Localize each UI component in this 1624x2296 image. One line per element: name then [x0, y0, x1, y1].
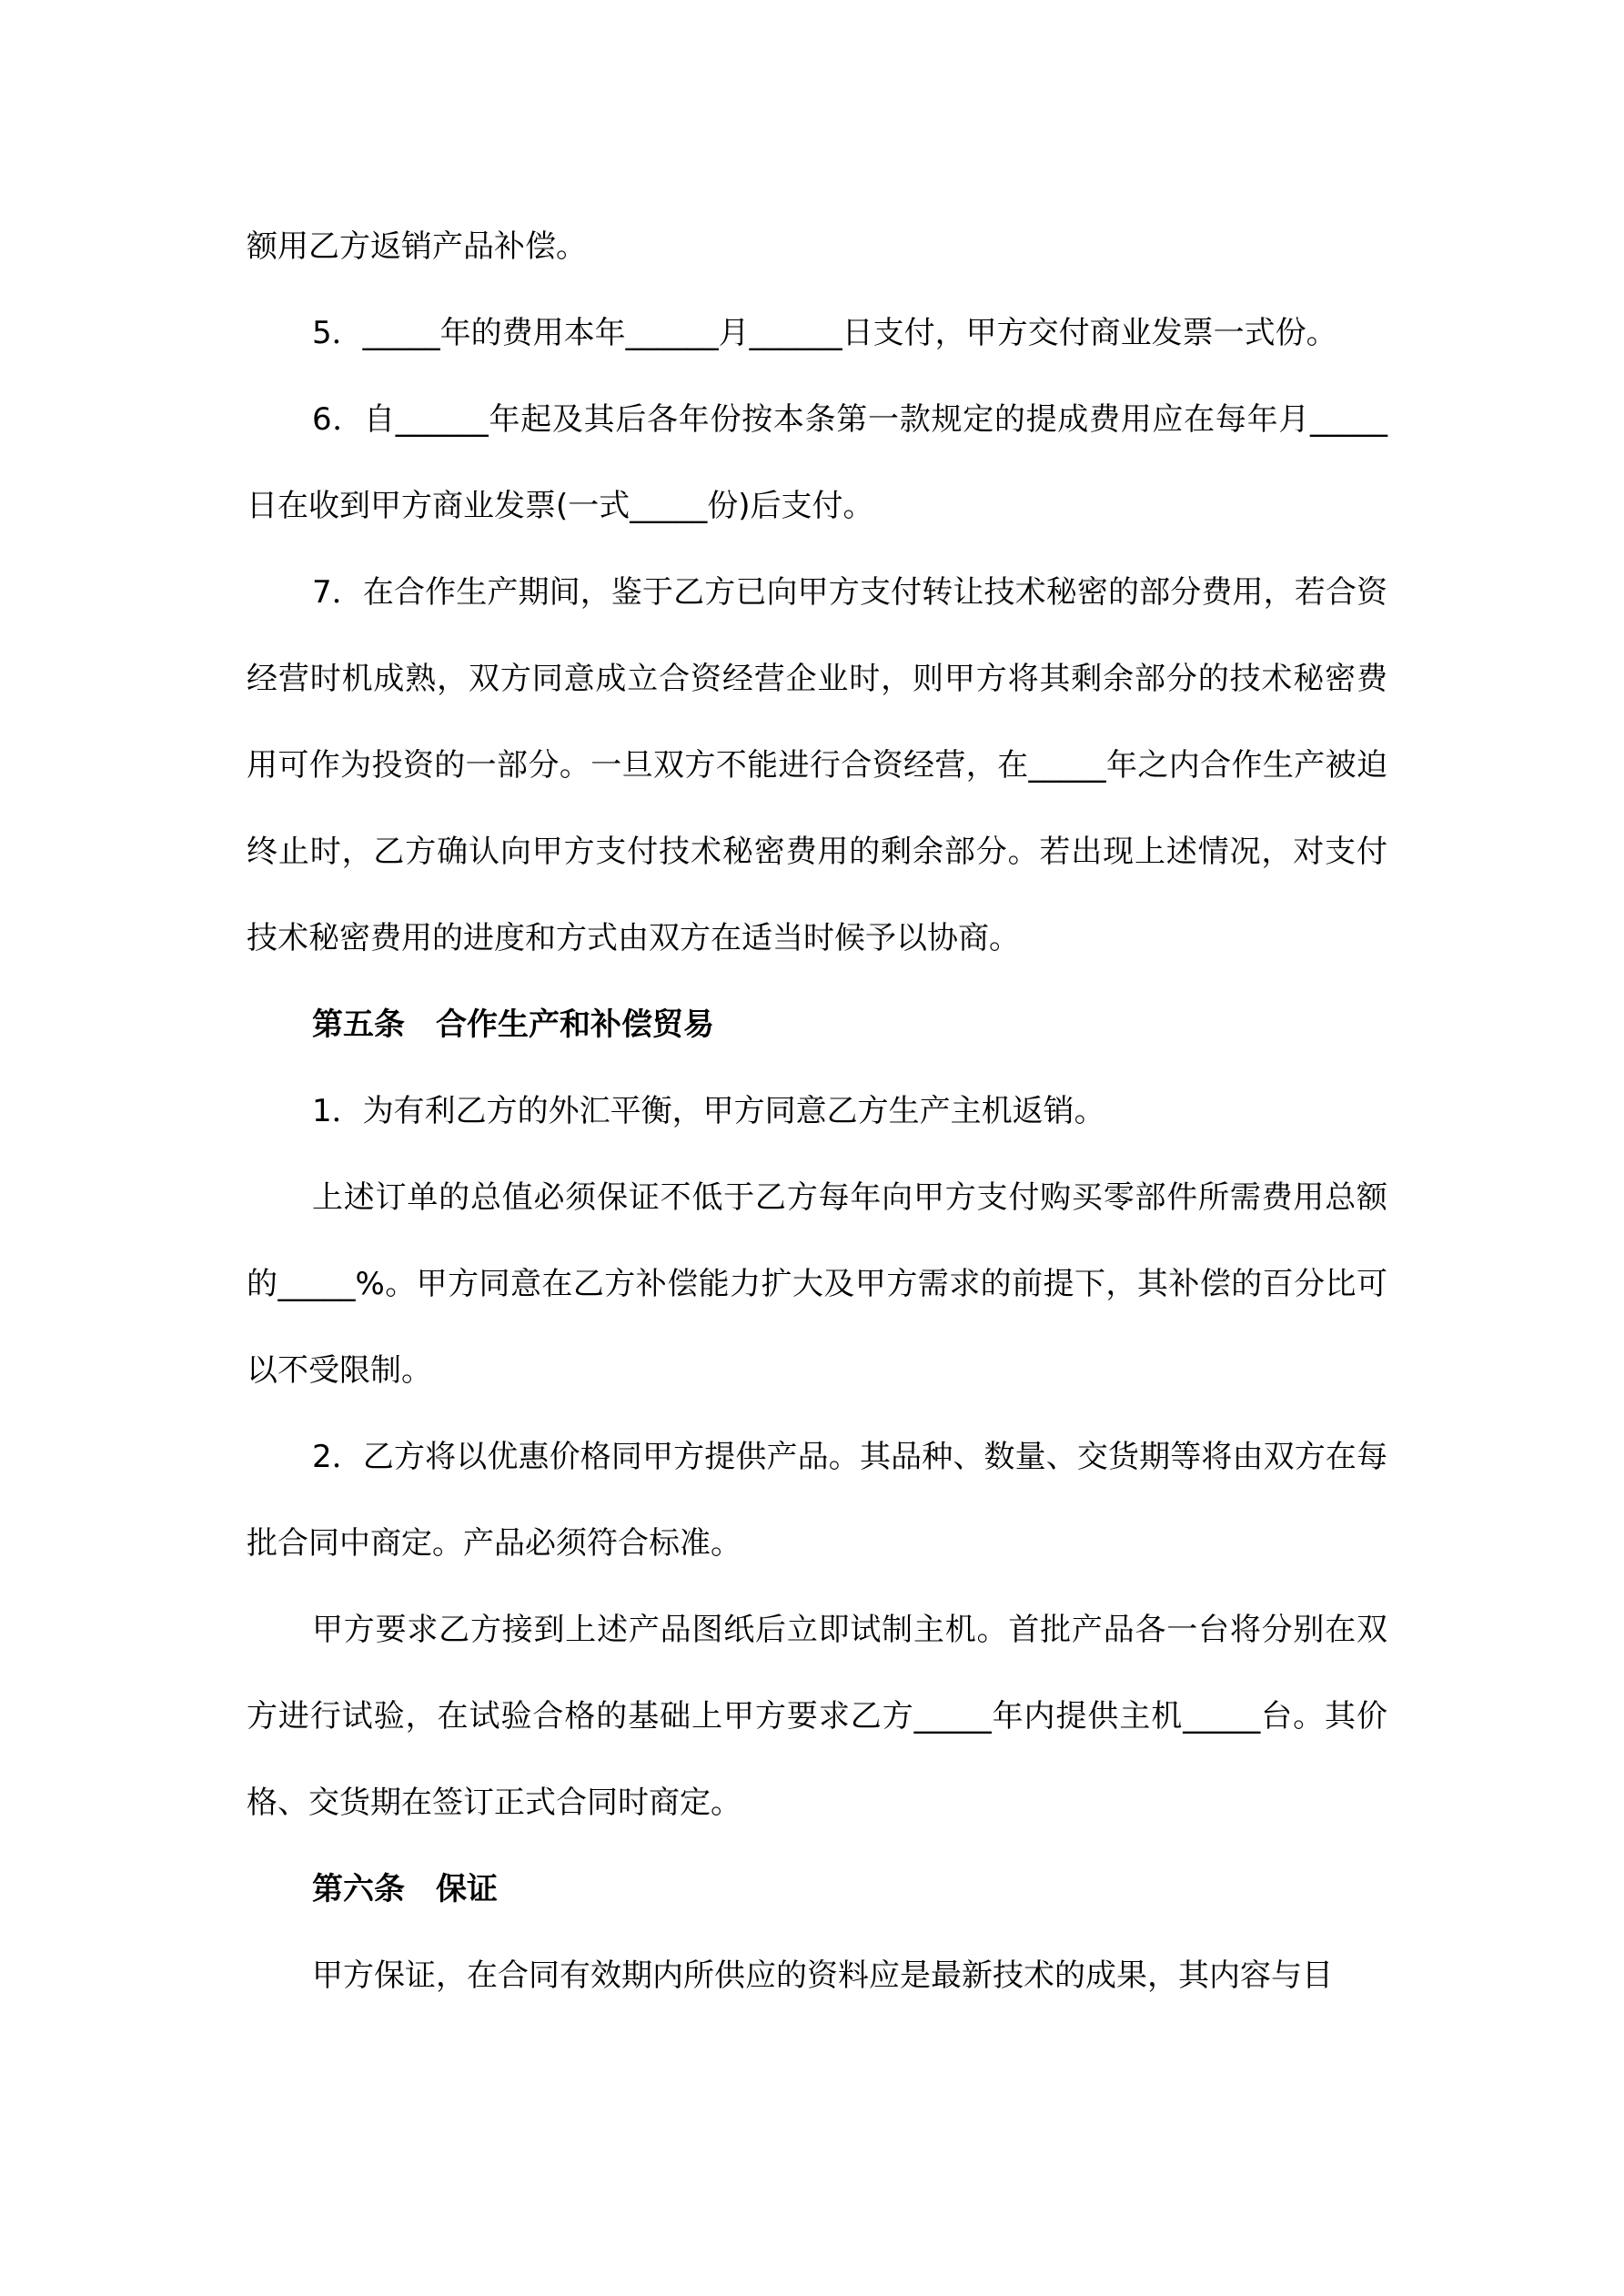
document-body: [247, 204, 1387, 2019]
paragraph-clause-6: 6．自______年起及其后各年份按本条第一款规定的提成费用应在每年月_____日在收到甲方商业发票(一式_____份)后支付。: [247, 401, 1387, 524]
heading-article-5: 第五条 合作生产和补偿贸易: [312, 1006, 714, 1043]
paragraph-continuation: 额用乙方返销产品补偿。: [247, 228, 587, 265]
paragraph-article-5-item-1: 1．为有利乙方的外汇平衡，甲方同意乙方生产主机返销。: [312, 1093, 1105, 1129]
paragraph-article-6-guarantee: 甲方保证，在合同有效期内所供应的资料应是最新技术的成果，其内容与目: [312, 1957, 1333, 1994]
paragraph-article-5-trial: 甲方要求乙方接到上述产品图纸后立即试制主机。首批产品各一台将分别在双方进行试验，在试验合格的基础上甲方要求乙方_____年内提供主机_____台。其价格、交货期在签订正式合同时商定。: [247, 1612, 1387, 1821]
paragraph-article-5-item-2: 2．乙方将以优惠价格同甲方提供产品。其品种、数量、交货期等将由双方在每批合同中商定。产品必须符合标准。: [247, 1439, 1387, 1562]
paragraph-clause-5: 5．_____年的费用本年______月______日支付，甲方交付商业发票一式份。: [312, 315, 1337, 351]
heading-article-6: 第六条 保证: [312, 1871, 498, 1907]
paragraph-clause-7: 7．在合作生产期间，鉴于乙方已向甲方支付转让技术秘密的部分费用，若合资经营时机成熟，双方同意成立合资经营企业时，则甲方将其剩余部分的技术秘密费用可作为投资的一部分。一旦双方不能进行合资经营，在_____年之内合作生产被迫终止时，乙方确认向甲方支付技术秘密费用的剩余部分。若出现上述情况，对支付技术秘密费用的进度和方式由双方在适当时候予以协商。: [247, 574, 1387, 956]
paragraph-article-5-orders: 上述订单的总值必须保证不低于乙方每年向甲方支付购买零部件所需费用总额的_____%。甲方同意在乙方补偿能力扩大及甲方需求的前提下，其补偿的百分比可以不受限制。: [247, 1179, 1387, 1389]
